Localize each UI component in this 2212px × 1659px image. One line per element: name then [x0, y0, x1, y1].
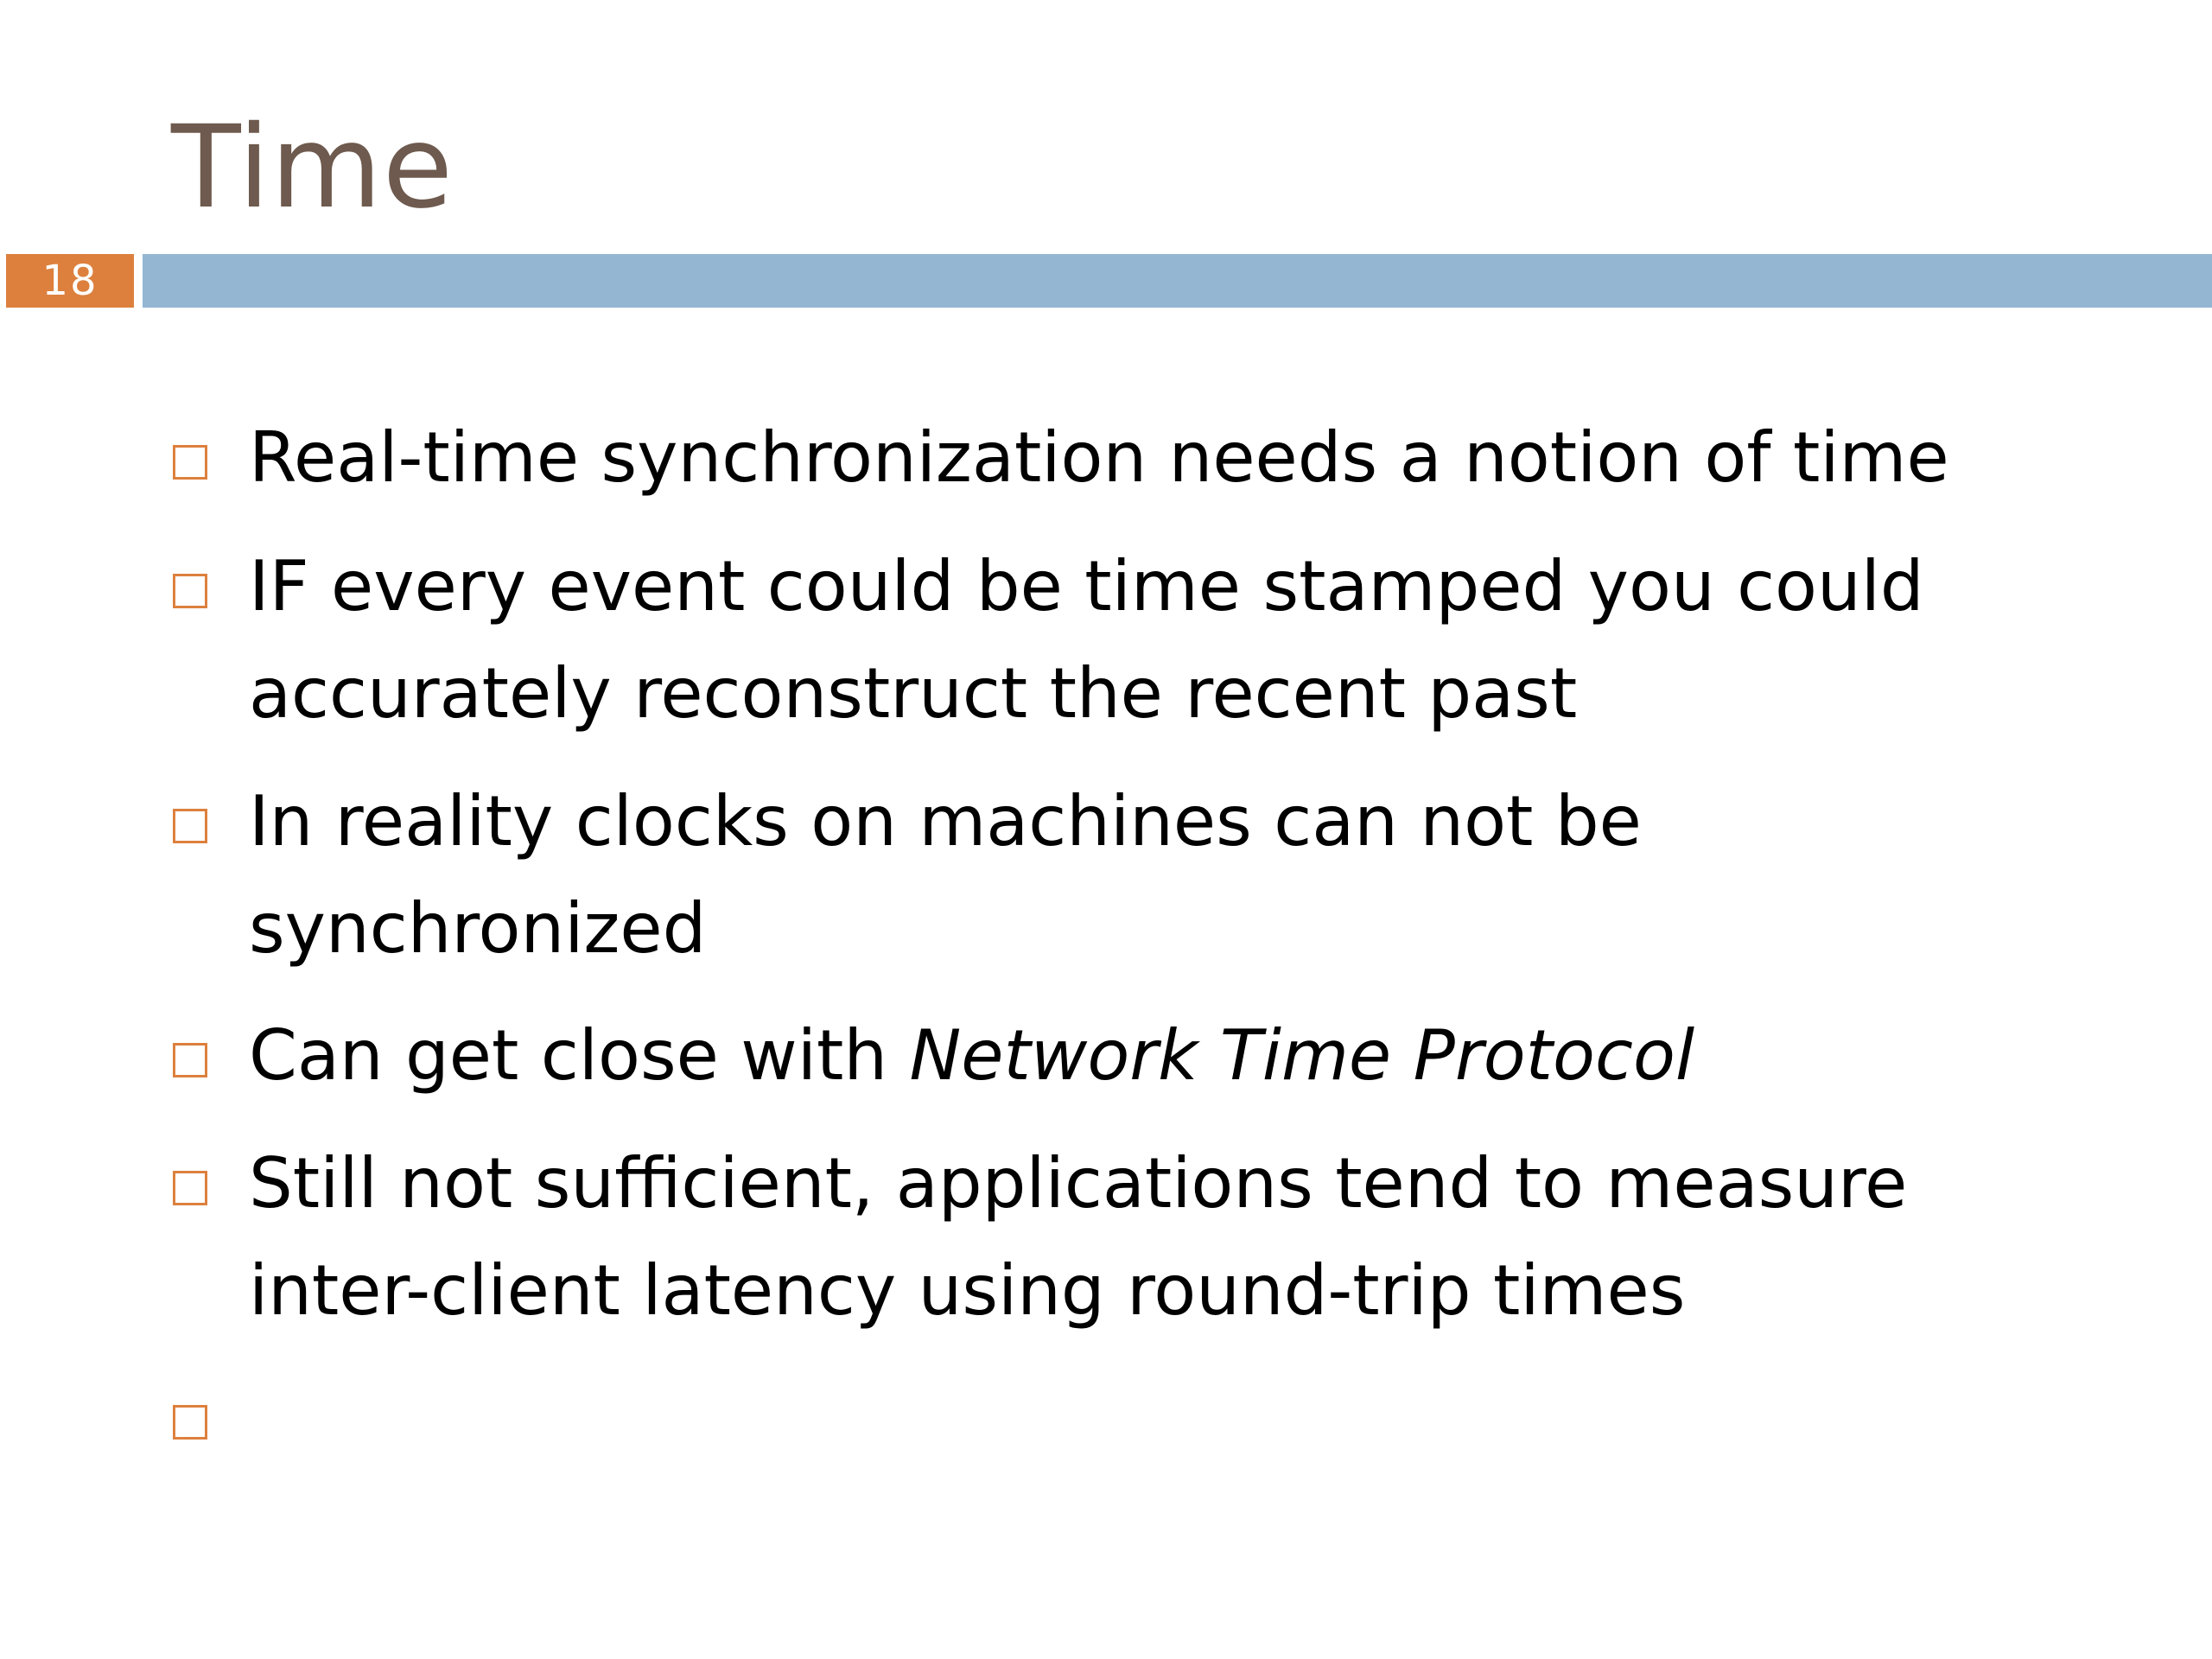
bullet-text-plain: Can get close with — [249, 1015, 910, 1096]
bullet-text — [249, 768, 2184, 982]
square-bullet-icon — [173, 445, 207, 480]
bullet-line: Real-time synchronization needs a notion of time — [249, 417, 1949, 498]
slide-number: 18 — [6, 254, 134, 308]
bullet-text — [249, 1002, 2184, 1109]
square-bullet-icon — [173, 809, 207, 843]
bullet-text — [249, 1130, 2184, 1344]
bullet-line: synchronized — [249, 888, 707, 969]
bullet-line — [249, 1002, 2184, 1109]
slide-title: Time — [171, 101, 454, 234]
bullet-line: accurately reconstruct the recent past — [249, 653, 1578, 734]
bullet-line: In reality clocks on machines can not be — [249, 781, 1642, 861]
square-bullet-icon — [173, 1171, 207, 1205]
bullet-text-emphasis: Network Time Protocol — [909, 1015, 1695, 1096]
bullet-line: inter-client latency using round-trip times — [249, 1250, 1686, 1331]
bullet-text — [249, 533, 2184, 747]
bullet-line: IF every event could be time stamped you could — [249, 546, 1924, 626]
title-divider-bar — [143, 254, 2212, 308]
square-bullet-icon — [173, 1043, 207, 1077]
bullet-text — [249, 404, 2184, 512]
square-bullet-icon — [173, 574, 207, 608]
square-bullet-icon — [173, 1405, 207, 1440]
bullet-line: Still not sufficient, applications tend to measure — [249, 1143, 1908, 1224]
